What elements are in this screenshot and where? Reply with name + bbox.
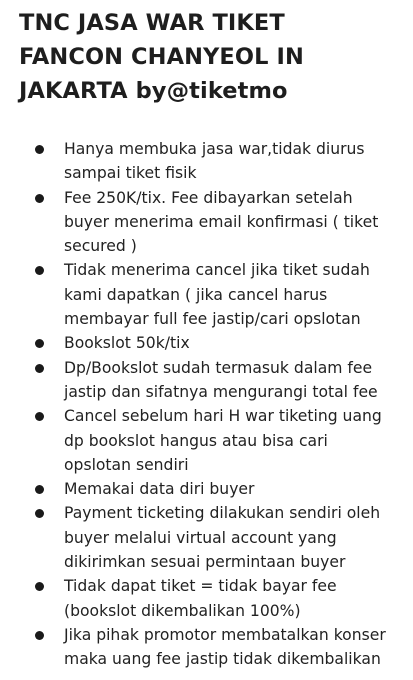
text-line: Payment ticketing dilakukan sendiri oleh (64, 504, 381, 523)
bullet-icon (35, 631, 44, 640)
list-item (0, 501, 413, 574)
text-line: maka uang fee jastip tidak dikembalikan (64, 650, 381, 669)
terms-list (0, 137, 413, 672)
text-line: Hanya membuka jasa war,tidak diurus (64, 140, 365, 158)
text-line: Cancel sebelum hari H war tiketing uang (64, 407, 382, 426)
list-item (0, 477, 413, 501)
bullet-icon (35, 339, 44, 348)
list-item (0, 404, 413, 477)
list-item-text (64, 137, 407, 186)
text-line: Tidak dapat tiket = tidak bayar fee (64, 577, 337, 596)
list-item (0, 331, 413, 355)
list-item-text (64, 331, 407, 355)
text-line: opslotan sendiri (64, 455, 189, 474)
page-title (19, 6, 409, 108)
text-line: Jika pihak promotor membatalkan konser (64, 625, 386, 644)
bullet-icon (35, 145, 44, 154)
text-line: buyer melalui virtual account yang (64, 528, 337, 547)
list-item (0, 258, 413, 331)
list-item (0, 623, 413, 672)
bullet-icon (35, 412, 44, 421)
text-line: Fee 250K/tix. Fee dibayarkan setelah (64, 188, 353, 207)
list-item-text (64, 623, 407, 672)
list-item-text (64, 574, 407, 623)
text-line: dp bookslot hangus atau bisa cari (64, 431, 328, 450)
text-line: kami dapatkan ( jika cancel harus (64, 285, 328, 304)
title-line: TNC JASA WAR TIKET (19, 10, 285, 36)
text-line: jastip dan sifatnya mengurangi total fee (64, 382, 378, 401)
list-item-text (64, 477, 407, 501)
title-line: FANCON CHANYEOL IN (19, 44, 304, 70)
text-line: buyer menerima email konfirmasi ( tiket (64, 212, 379, 231)
bullet-icon (35, 509, 44, 518)
text-line: secured ) (64, 237, 137, 256)
bullet-icon (35, 194, 44, 203)
text-line: membayar full fee jastip/cari opslotan (64, 310, 361, 329)
text-line: dikirimkan sesuai permintaan buyer (64, 553, 346, 572)
text-line: Tidak menerima cancel jika tiket sudah (64, 261, 370, 280)
text-line: (bookslot dikembalikan 100%) (64, 601, 301, 620)
list-item (0, 356, 413, 405)
list-item (0, 574, 413, 623)
text-line: sampai tiket fisik (64, 164, 197, 183)
bullet-icon (35, 266, 44, 275)
list-item (0, 186, 413, 259)
bullet-icon (35, 364, 44, 373)
text-line: Bookslot 50k/tix (64, 334, 190, 353)
bullet-icon (35, 582, 44, 591)
list-item-text (64, 404, 407, 477)
text-line: Memakai data diri buyer (64, 480, 255, 499)
list-item-text (64, 186, 407, 259)
list-item-text (64, 258, 407, 331)
title-line: JAKARTA by@tiketmo (19, 78, 288, 104)
text-line: Dp/Bookslot sudah termasuk dalam fee (64, 358, 373, 377)
bullet-icon (35, 485, 44, 494)
list-item (0, 137, 413, 186)
list-item-text (64, 356, 407, 405)
list-item-text (64, 501, 407, 574)
